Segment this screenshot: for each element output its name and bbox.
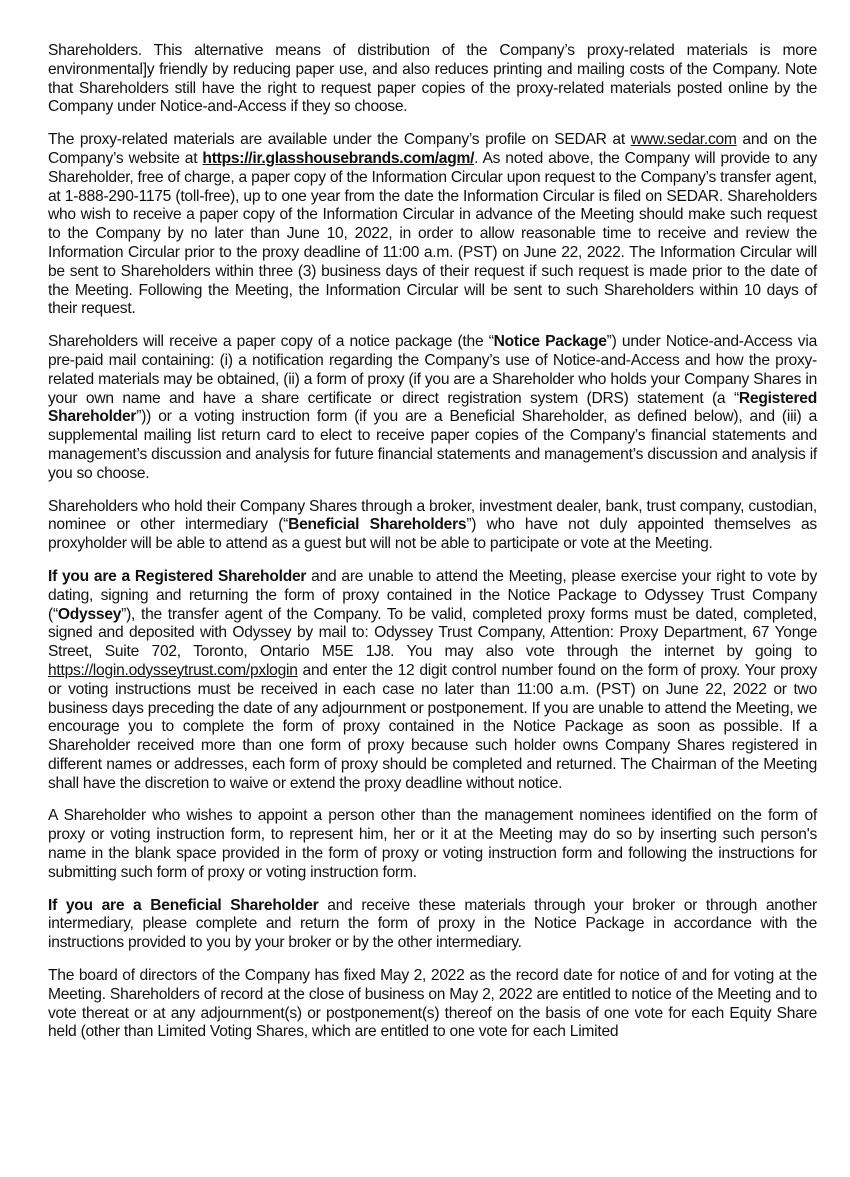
- text: ”)) or a voting instruction form (if you are a Beneficial Shareholder, as defined below), and (iii) a supplemental mailing list return card to elect to receive paper copies of the Company’s financial statements and management’s discussion and analysis for future financial statements and management’s discussion and analysis if you so choose.: [48, 408, 817, 482]
- text: and on the Company’s website at: [48, 131, 817, 167]
- paragraph-appoint-proxyholder: [48, 807, 817, 882]
- company-agm-link[interactable]: https://ir.glasshousebrands.com/agm/: [202, 149, 475, 167]
- text: Shareholders will receive a paper copy of a notice package (the “: [48, 333, 494, 351]
- defined-term-beneficial-shareholders: Beneficial Shareholders: [288, 516, 467, 534]
- text: . As noted above, the Company will provide to any Shareholder, free of charge, a paper copy of the Information Circular upon request to the Company’s transfer agent, at 1-888-290-1175 (toll-free), up to one year from the date the Information Circular is filed on SEDAR. Shareholders who wish to receive a paper copy of the Information Circular in advance of the Meeting should make such request to the Company by no later than June 10, 2022, in order to allow reasonable time to receive and review the Information Circular prior to the proxy deadline of 11:00 a.m. (PST) on June 22, 2022. The Information Circular will be sent to Shareholders within three (3) business days of their request if such request is made prior to the date of the Meeting. Following the Meeting, the Information Circular will be sent to such Shareholders within 10 days of their request.: [48, 149, 817, 318]
- sedar-link[interactable]: www.sedar.com: [630, 131, 737, 149]
- paragraph-notice-package: [48, 333, 817, 483]
- text: and are unable to attend the Meeting, please exercise your right to vote by dating, signing and returning the form of proxy contained in the Notice Package to Odyssey Trust Company (“: [48, 567, 817, 623]
- text: ”) under Notice-and-Access via pre-paid mail containing: (i) a notification regarding the Company’s use of Notice-and-Access and how the proxy-related materials may be obtained, (ii) a form of proxy (if you are a Shareholder who holds your Company Shares in your own name and have a share certificate or direct registration system (DRS) statement (a “: [48, 333, 817, 407]
- paragraph-beneficial-shareholder-voting: [48, 897, 817, 953]
- paragraph-notice-and-access-benefits: [48, 42, 817, 117]
- text: The proxy-related materials are available under the Company’s profile on SEDAR at: [48, 131, 631, 149]
- defined-term-odyssey: Odyssey: [57, 605, 122, 623]
- paragraph-beneficial-shareholders: [48, 498, 817, 554]
- heading-registered-shareholder: If you are a Registered Shareholder: [48, 567, 307, 585]
- defined-term-notice-package: Notice Package: [493, 333, 607, 351]
- text: A Shareholder who wishes to appoint a person other than the management nominees identified on the form of proxy or voting instruction form, to represent him, her or it at the Meeting may do so by inserting such person's name in the blank space provided in the form of proxy or voting instruction form and following the instructions for submitting such form of proxy or voting instruction form.: [48, 807, 817, 881]
- defined-term-registered-shareholder: Registered Shareholder: [48, 389, 817, 426]
- heading-beneficial-shareholder: If you are a Beneficial Shareholder: [48, 896, 319, 914]
- odyssey-pxlogin-link[interactable]: https://login.odysseytrust.com/pxlogin: [48, 661, 298, 679]
- text: and enter the 12 digit control number found on the form of proxy. Your proxy or voting instructions must be received in each case no later than 11:00 a.m. (PST) on June 22, 2022 or two business days preceding the date of any adjournment or postponement. If you are unable to attend the Meeting, we encourage you to complete the form of proxy contained in the Notice Package as soon as possible. If a Shareholder received more than one form of proxy because such holder owns Company Shares registered in different names or addresses, each form of proxy should be completed and returned. The Chairman of the Meeting shall have the discretion to waive or extend the proxy deadline without notice.: [48, 661, 817, 792]
- paragraph-registered-shareholder-voting: [48, 568, 817, 794]
- text: and receive these materials through your broker or through another intermediary, please complete and return the form of proxy in the Notice Package in accordance with the instructions provided to you by your broker or by the other intermediary.: [48, 896, 817, 952]
- text: Shareholders who hold their Company Shares through a broker, investment dealer, bank, trust company, custodian, nominee or other intermediary (“: [48, 497, 817, 534]
- document-page: [48, 42, 817, 1056]
- paragraph-record-date: [48, 967, 817, 1042]
- text: ”) who have not duly appointed themselves as proxyholder will be able to attend as a guest but will not be able to participate or vote at the Meeting.: [48, 516, 817, 553]
- text: Shareholders. This alternative means of distribution of the Company’s proxy-related materials is more environmental]y friendly by reducing paper use, and also reduces printing and mailing costs of the Company. Note that Shareholders still have the right to request paper copies of the proxy-related materials posted online by the Company under Notice-and-Access if they so choose.: [48, 42, 817, 116]
- text: The board of directors of the Company has fixed May 2, 2022 as the record date for notice of and for voting at the Meeting. Shareholders of record at the close of business on May 2, 2022 are entitled to notice of the Meeting and to vote thereat or at any adjournment(s) or postponement(s) thereof on the basis of one vote for each Equity Share held (other than Limited Voting Shares, which are entitled to one vote for each Limited: [48, 967, 817, 1041]
- text: ”), the transfer agent of the Company. To be valid, completed proxy forms must be dated, completed, signed and deposited with Odyssey by mail to: Odyssey Trust Company, Attention: Proxy Department, 67 Yonge Street, Suite 702, Toronto, Ontario M5E 1J8. You may also vote through the internet by going to: [48, 605, 817, 661]
- paragraph-materials-availability: [48, 131, 817, 319]
